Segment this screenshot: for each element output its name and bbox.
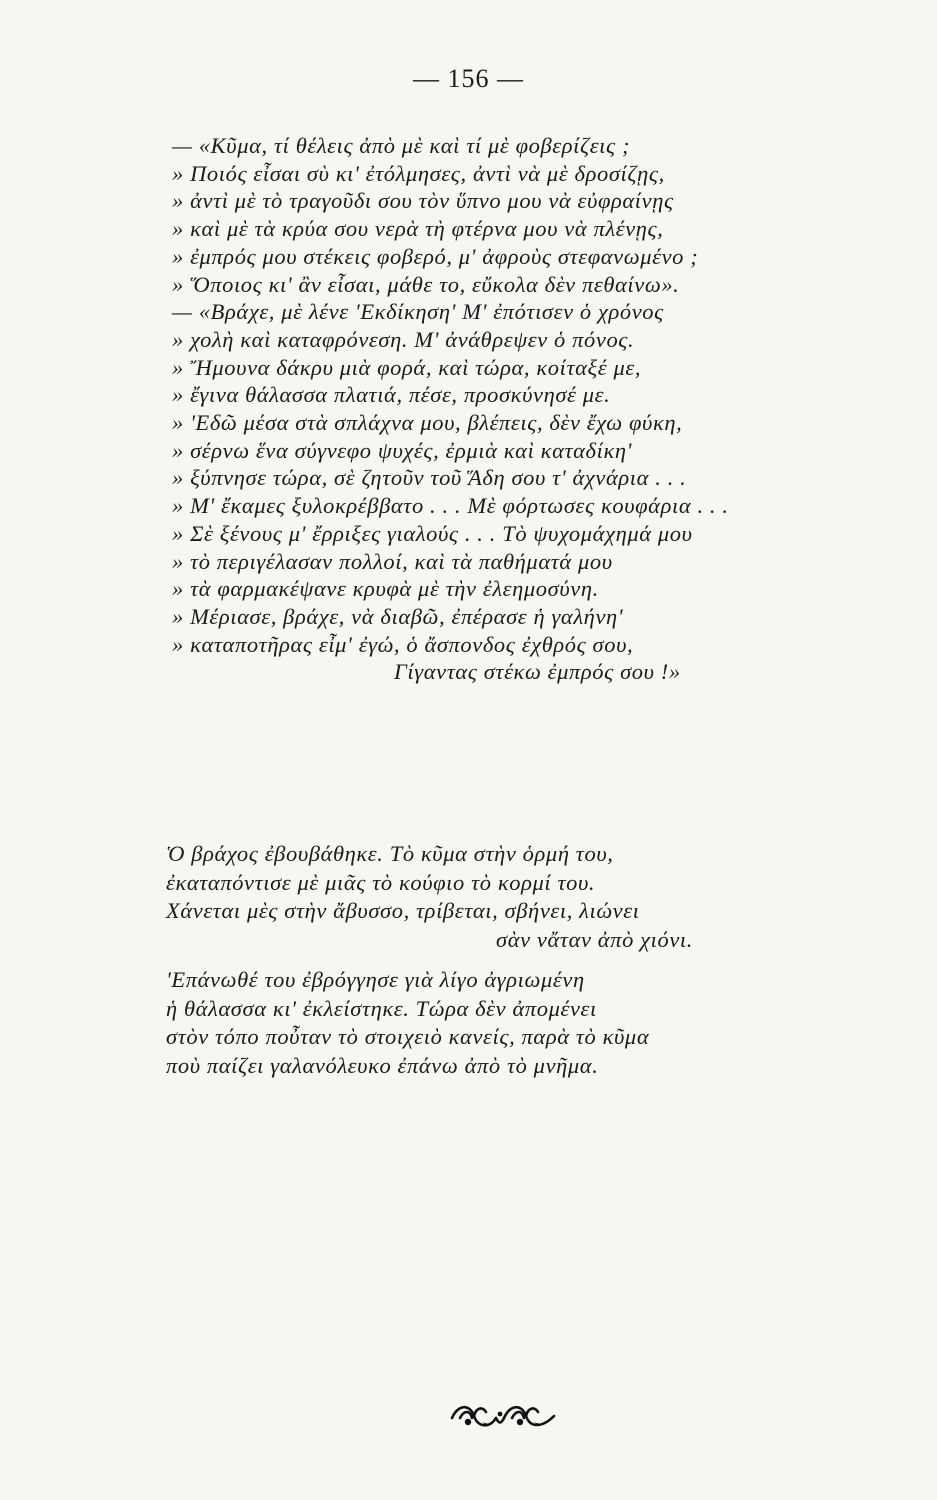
- paragraph-gap: [166, 954, 886, 966]
- poem-line: » Ἤμουνα δάκρυ μιὰ φορά, καὶ τώρα, κοίταξέ με,: [172, 354, 642, 380]
- prose-line: ποὺ παίζει γαλανόλευκο ἐπάνω ἀπὸ τὸ μνῆμα.: [166, 1052, 599, 1078]
- prose-line-end: σὰν νἄταν ἀπὸ χιόνι.: [496, 926, 694, 952]
- poem-line: » ἀντὶ μὲ τὸ τραγοῦδι σου τὸν ὕπνο μου νὰ εὐφραίνῃς: [172, 188, 674, 214]
- poem-line: — «Βράχε, μὲ λένε 'Εκδίκηση' Μ' ἐπότισεν ὁ χρόνος: [172, 299, 664, 325]
- poem-line: » 'Εδῶ μέσα στὰ σπλάχνα μου, βλέπεις, δὲν ἔχω φύκη,: [172, 410, 683, 436]
- poem-line: » ἐμπρός μου στέκεις φοβερό, μ' ἀφροὺς στεφανωμένο ;: [172, 243, 699, 269]
- floral-ornament-icon: [448, 1396, 558, 1436]
- poem-line: » Μ' ἔκαμες ξυλοκρέββατο . . . Μὲ φόρτωσες κουφάρια . . .: [172, 493, 729, 519]
- poem-line: » Σὲ ξένους μ' ἔρριξες γιαλούς . . . Τὸ ψυχομάχημά μου: [172, 520, 693, 546]
- poem-line: » Ὅποιος κι' ἂν εἶσαι, μάθε το, εὔκολα δὲν πεθαίνω».: [172, 271, 680, 297]
- prose-line: 'Επάνωθέ του ἐβρόγγησε γιὰ λίγο ἀγριωμένη: [166, 967, 585, 992]
- prose-line: Ὁ βράχος ἐβουβάθηκε. Τὸ κῦμα στὴν ὁρμή του,: [166, 841, 614, 866]
- prose-line: ἐκαταπόντισε μὲ μιᾶς τὸ κούφιο τὸ κορμί του.: [166, 869, 596, 895]
- poem-line: » Ποιός εἶσαι σὺ κι' ἐτόλμησες, ἀντὶ νὰ μὲ δροσίζῃς,: [172, 160, 665, 186]
- poem-line: » ξύπνησε τώρα, σὲ ζητοῦν τοῦ Ἅδη σου τ' ἀχνάρια . . .: [172, 465, 687, 491]
- poem-line: » Μέριασε, βράχε, νὰ διαβῶ, ἐπέρασε ἡ γαλήνη': [172, 603, 624, 629]
- prose-block: [166, 840, 886, 1080]
- poem-closing-line: Γίγαντας στέκω ἐμπρός σου !»: [394, 659, 681, 685]
- poem-line: » σέρνω ἕνα σύγνεφο ψυχές, ἐρμιὰ καὶ καταδίκη': [172, 437, 633, 463]
- page-number: — 156 —: [413, 64, 524, 93]
- poem-line: — «Κῦμα, τί θέλεις ἀπὸ μὲ καὶ τί μὲ φοβερίζεις ;: [172, 133, 631, 158]
- prose-line: στὸν τόπο ποὖταν τὸ στοιχειὸ κανείς, παρὰ τὸ κῦμα: [166, 1024, 650, 1049]
- poem-line: » ἔγινα θάλασσα πλατιά, πέσε, προσκύνησέ με.: [172, 382, 611, 408]
- poem-block: [172, 132, 892, 686]
- poem-line: » τὸ περιγέλασαν πολλοί, καὶ τὰ παθήματά μου: [172, 548, 613, 574]
- poem-line: » τὰ φαρμακέψανε κρυφὰ μὲ τὴν ἐλεημοσύνη.: [172, 576, 599, 602]
- prose-line: Χάνεται μὲς στὴν ἄβυσσο, τρίβεται, σβήνει, λιώνει: [166, 898, 640, 923]
- poem-line: » χολὴ καὶ καταφρόνεση. Μ' ἀνάθρεψεν ὁ πόνος.: [172, 326, 635, 352]
- poem-line: » καὶ μὲ τὰ κρύα σου νερὰ τὴ φτέρνα μου νὰ πλένῃς,: [172, 216, 664, 242]
- poem-line: » καταποτῆρας εἶμ' ἐγώ, ὁ ἄσπονδος ἐχθρός σου,: [172, 631, 634, 657]
- prose-line: ἡ θάλασσα κι' ἐκλείστηκε. Τώρα δὲν ἀπομένει: [166, 995, 597, 1021]
